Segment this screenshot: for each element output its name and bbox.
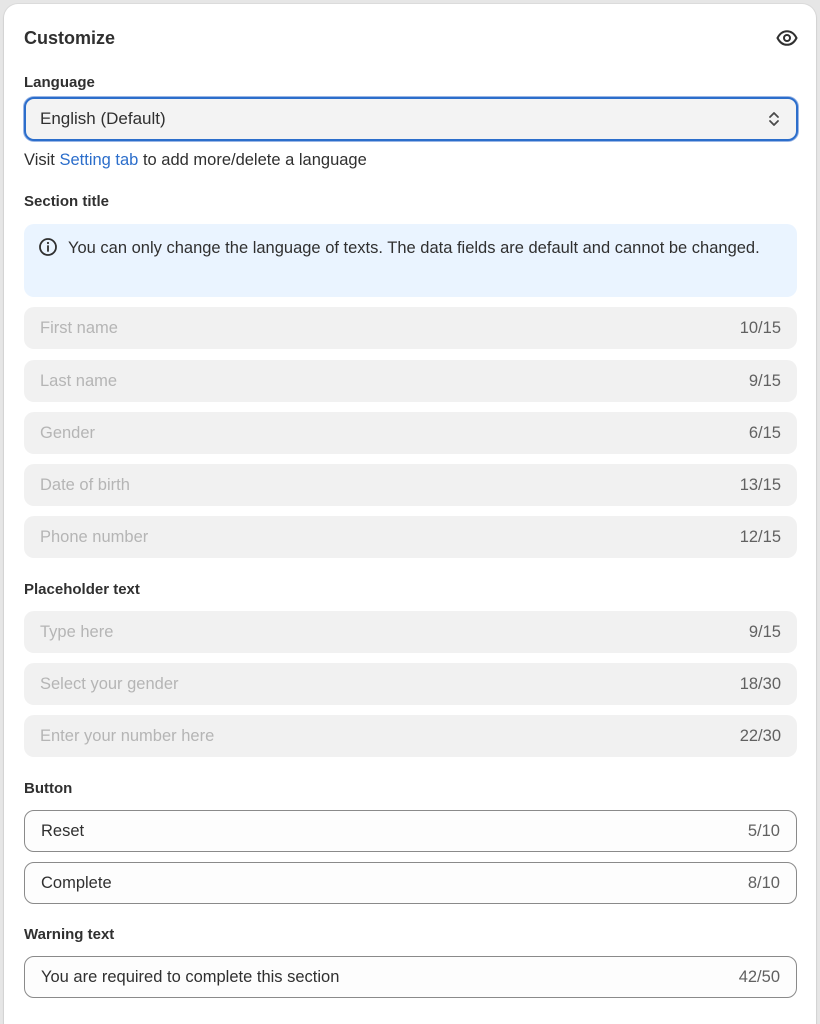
card-header bbox=[24, 26, 800, 52]
info-banner bbox=[24, 224, 797, 297]
button-complete-input[interactable] bbox=[24, 862, 797, 904]
placeholder-field-enter-number bbox=[24, 715, 797, 757]
char-counter: 5/10 bbox=[747, 821, 780, 840]
section-title-field-phone-number bbox=[24, 516, 797, 558]
char-counter: 18/30 bbox=[739, 674, 781, 693]
section-title-field-gender bbox=[24, 412, 797, 454]
placeholder-text-label: Placeholder text bbox=[24, 581, 140, 598]
char-counter: 13/15 bbox=[739, 475, 781, 494]
field-placeholder: Enter your number here bbox=[40, 726, 215, 745]
warning-text-label: Warning text bbox=[24, 926, 115, 943]
select-chevron-icon bbox=[768, 110, 780, 128]
section-title-field-first-name bbox=[24, 307, 797, 349]
setting-tab-link[interactable]: Setting tab bbox=[59, 151, 139, 169]
field-placeholder: Type here bbox=[40, 622, 114, 641]
customize-card bbox=[4, 4, 816, 1024]
field-placeholder: First name bbox=[40, 318, 118, 337]
button-label: Button bbox=[24, 780, 73, 797]
eye-icon bbox=[776, 30, 798, 46]
field-value: You are required to complete this section bbox=[41, 967, 340, 986]
language-label: Language bbox=[24, 74, 95, 91]
field-placeholder: Phone number bbox=[40, 527, 149, 546]
button-reset-input[interactable] bbox=[24, 810, 797, 852]
char-counter: 9/15 bbox=[748, 622, 781, 641]
info-icon bbox=[38, 237, 58, 257]
warning-text-input[interactable] bbox=[24, 956, 797, 998]
help-prefix: Visit bbox=[24, 151, 60, 169]
field-placeholder: Gender bbox=[40, 423, 96, 442]
char-counter: 22/30 bbox=[739, 726, 781, 745]
field-value: Reset bbox=[41, 821, 85, 840]
field-value: Complete bbox=[41, 873, 112, 892]
preview-button[interactable] bbox=[774, 26, 800, 50]
char-counter: 12/15 bbox=[739, 527, 781, 546]
field-placeholder: Last name bbox=[40, 371, 118, 390]
placeholder-field-select-gender bbox=[24, 663, 797, 705]
page-title: Customize bbox=[24, 28, 116, 48]
char-counter: 10/15 bbox=[739, 318, 781, 337]
language-select-value: English (Default) bbox=[40, 109, 166, 128]
language-help-text bbox=[24, 149, 367, 171]
char-counter: 8/10 bbox=[747, 873, 780, 892]
char-counter: 9/15 bbox=[748, 371, 781, 390]
placeholder-field-type-here bbox=[24, 611, 797, 653]
section-title-field-last-name bbox=[24, 360, 797, 402]
field-placeholder: Date of birth bbox=[40, 475, 130, 494]
char-counter: 42/50 bbox=[738, 967, 780, 986]
help-suffix: to add more/delete a language bbox=[138, 151, 367, 169]
section-title-field-date-of-birth bbox=[24, 464, 797, 506]
language-select[interactable] bbox=[24, 97, 798, 141]
info-banner-text: You can only change the language of texts. The data fields are default and cannot be changed. bbox=[68, 239, 760, 257]
section-title-label: Section title bbox=[24, 193, 110, 210]
field-placeholder: Select your gender bbox=[40, 674, 179, 693]
char-counter: 6/15 bbox=[748, 423, 781, 442]
